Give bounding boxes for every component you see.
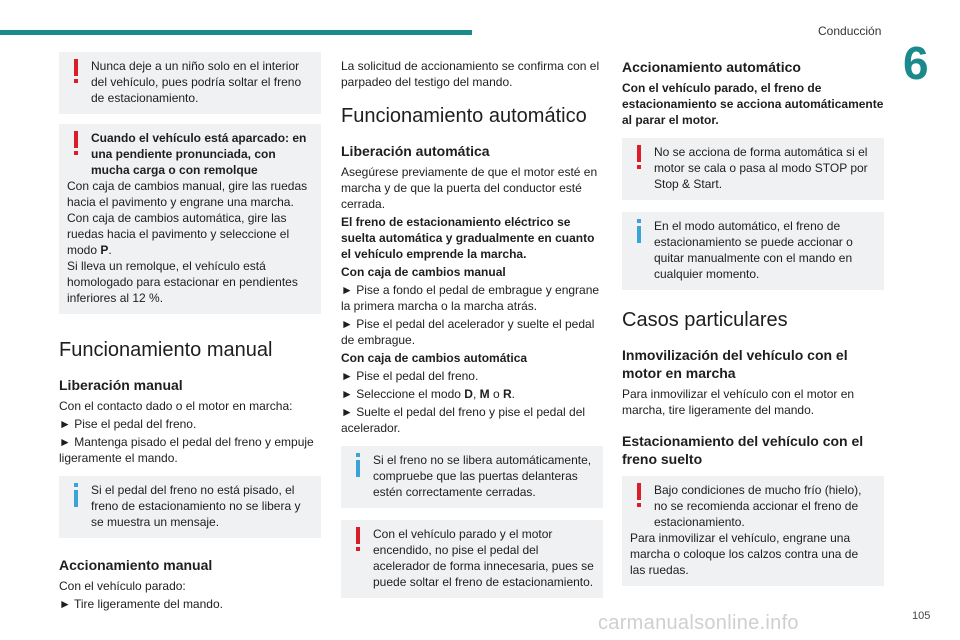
step-item: ► Suelte el pedal del freno y pise el pedal del acelerador. (341, 404, 603, 436)
info-icon (355, 453, 361, 477)
paragraph-bold: Con caja de cambios manual (341, 265, 506, 279)
section-name: Conducción (818, 24, 882, 38)
paragraph: Para inmovilizar el vehículo con el motor en marcha, tire ligeramente del mando. (622, 387, 855, 417)
step-item: ► Tire ligeramente del mando. (59, 596, 321, 612)
subsection-heading: Liberación automática (341, 143, 490, 159)
warning-text: Bajo condiciones de mucho frío (hielo), no se recomienda accionar el freno de estacionamiento. (654, 483, 862, 529)
warning-text: Con caja de cambios automática, gire las ruedas hacia el pavimento y seleccione el modo P. (67, 211, 290, 257)
step-item: ► Seleccione el modo D, M o R. (341, 386, 603, 402)
warning-icon (636, 483, 642, 507)
warning-box (59, 52, 321, 114)
info-box (341, 446, 603, 508)
subsection-heading: Accionamiento manual (59, 557, 213, 573)
paragraph: Con el vehículo parado: (59, 579, 186, 593)
subsection-heading: Inmovilización del vehículo con el motor en marcha (622, 347, 848, 381)
subsection-heading: Estacionamiento del vehículo con el freno suelto (622, 433, 864, 467)
warning-text: Con el vehículo parado y el motor encendido, no pise el pedal del acelerador de forma innecesaria, pues se puede soltar el freno de estacionamiento. (373, 527, 594, 589)
warning-title: Cuando el vehículo está aparcado: en una pendiente pronunciada, con mucha carga o con remolque (91, 131, 307, 177)
warning-box (622, 476, 884, 586)
paragraph-bold: Con el vehículo parado, el freno de estacionamiento se acciona automáticamente al parar el motor. (622, 81, 884, 127)
warning-icon (73, 59, 79, 83)
column-3 (622, 58, 884, 596)
warning-text: Si lleva un remolque, el vehículo está homologado para estacionar en pendientes inferiores al 12 %. (67, 259, 298, 305)
paragraph: La solicitud de accionamiento se confirma con el parpadeo del testigo del mando. (341, 59, 600, 89)
column-1 (59, 52, 321, 614)
warning-box (341, 520, 603, 598)
step-item: ► Pise el pedal del acelerador y suelte el pedal de embrague. (341, 316, 603, 348)
warning-icon (355, 527, 361, 551)
step-item: ► Pise a fondo el pedal de embrague y engrane la primera marcha o la marcha atrás. (341, 282, 603, 314)
header-accent-bar (0, 30, 472, 35)
step-item: ► Pise el pedal del freno. (59, 416, 321, 432)
warning-icon (73, 131, 79, 155)
column-2 (341, 58, 603, 608)
section-heading: Funcionamiento manual (59, 339, 273, 361)
info-text: Si el freno no se libera automáticamente, compruebe que las puertas delanteras estén correctamente cerradas. (373, 453, 592, 499)
paragraph-bold: El freno de estacionamiento eléctrico se suelta automática y gradualmente en cuanto el vehículo emprende la marcha. (341, 215, 595, 261)
watermark: carmanualsonline.info (598, 612, 799, 634)
subsection-heading: Liberación manual (59, 377, 183, 393)
subsection-heading: Accionamiento automático (622, 59, 801, 75)
paragraph: Asegúrese previamente de que el motor esté en marcha y de que la puerta del conductor esté cerrada. (341, 165, 598, 211)
chapter-number: 6 (903, 37, 929, 89)
info-text: En el modo automático, el freno de estacionamiento se puede accionar o quitar manualmente con el mando en cualquier momento. (654, 219, 853, 281)
paragraph: Con el contacto dado o el motor en marcha: (59, 399, 293, 413)
warning-text: Para inmovilizar el vehículo, engrane una marcha o coloque los calzos contra una de las ruedas. (630, 531, 859, 577)
warning-text: Con caja de cambios manual, gire las ruedas hacia el pavimento y engrane una marcha. (67, 179, 308, 209)
info-icon (73, 483, 79, 507)
info-text: Si el pedal del freno no está pisado, el freno de estacionamiento no se libera y se muestra un mensaje. (91, 483, 301, 529)
warning-icon (636, 145, 642, 169)
warning-text: Nunca deje a un niño solo en el interior del vehículo, pues podría soltar el freno de estacionamiento. (91, 59, 302, 105)
section-heading: Funcionamiento automático (341, 105, 587, 127)
warning-box (622, 138, 884, 200)
info-icon (636, 219, 642, 243)
page-number: 105 (912, 610, 931, 622)
warning-text: No se acciona de forma automática si el motor se cala o pasa al modo STOP por Stop & Start. (654, 145, 868, 191)
info-box (59, 476, 321, 538)
warning-box (59, 124, 321, 314)
section-heading: Casos particulares (622, 309, 788, 331)
paragraph-bold: Con caja de cambios automática (341, 351, 528, 365)
step-item: ► Mantenga pisado el pedal del freno y empuje ligeramente el mando. (59, 434, 321, 466)
step-item: ► Pise el pedal del freno. (341, 368, 603, 384)
info-box (622, 212, 884, 290)
